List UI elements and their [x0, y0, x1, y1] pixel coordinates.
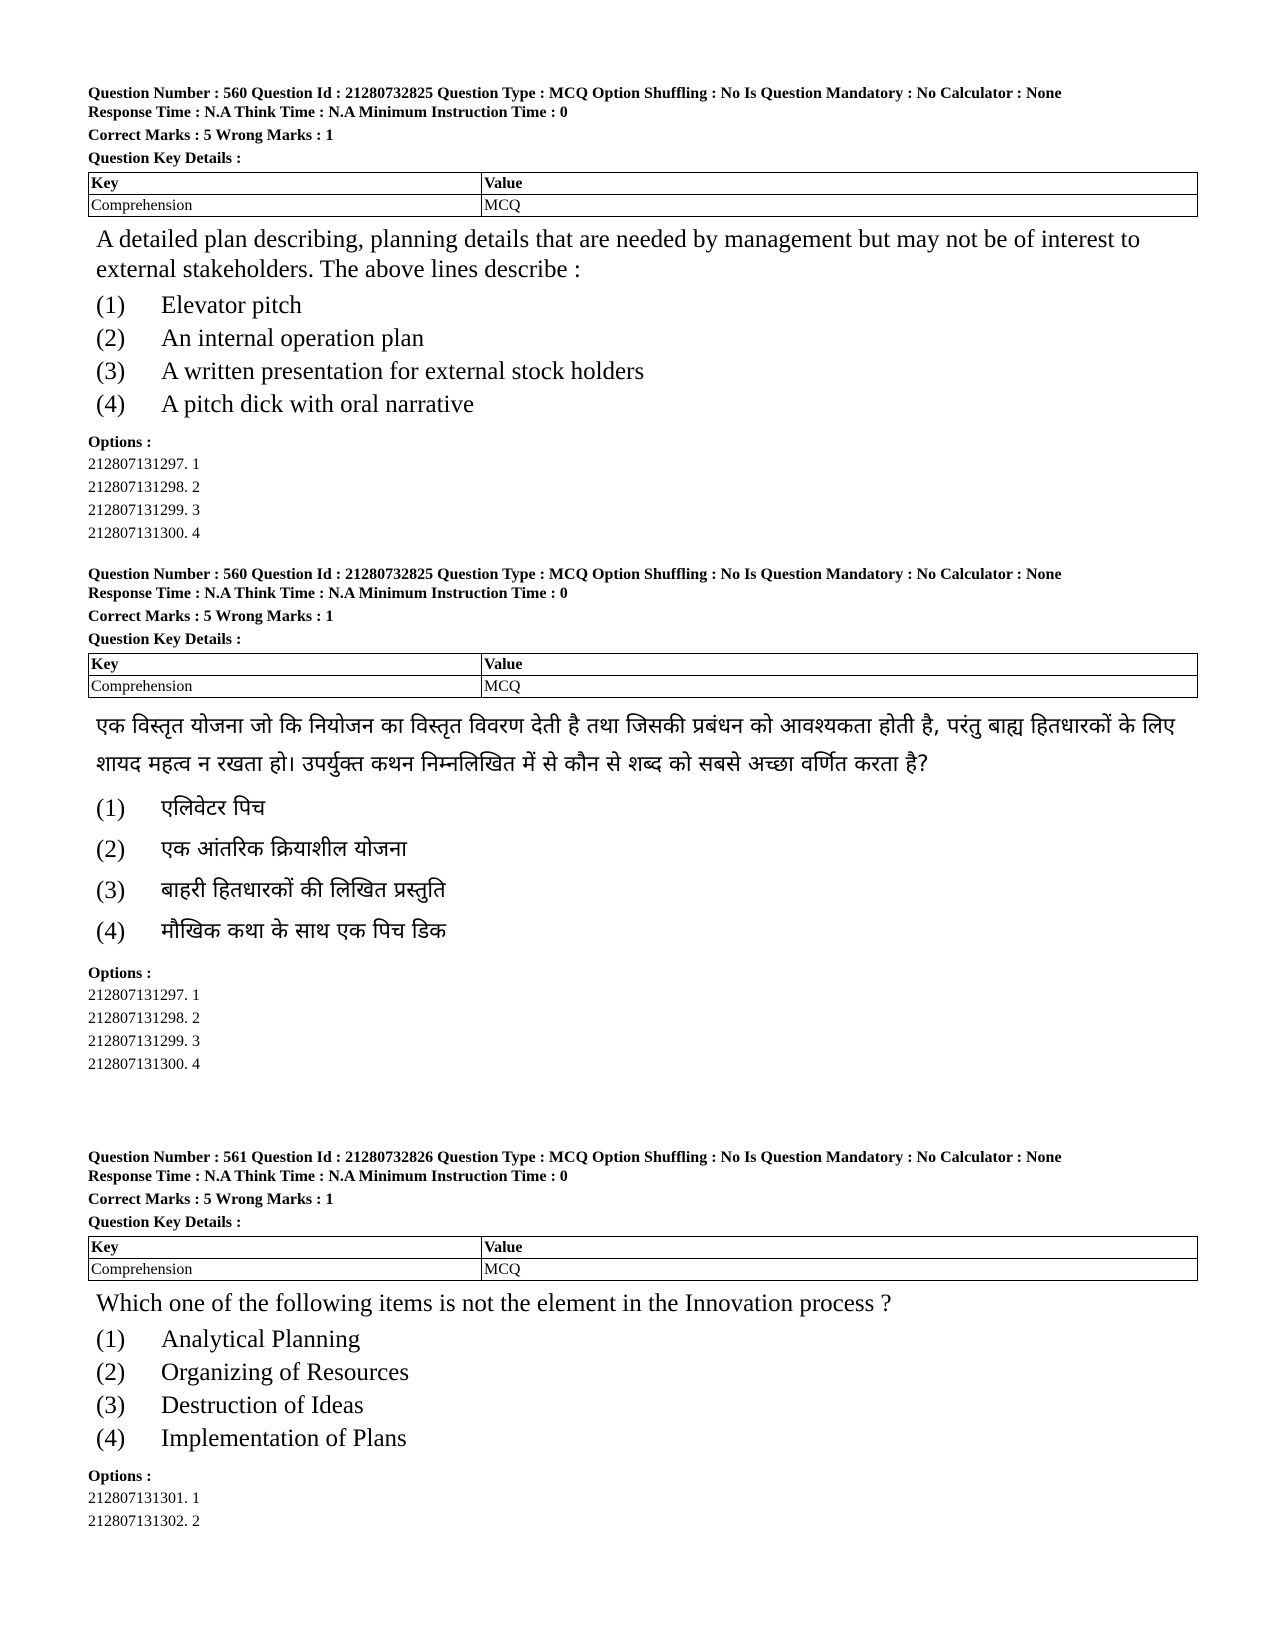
question-stem: Which one of the following items is not the element in the Innovation process ? — [96, 1290, 892, 1317]
choice-number: (2) — [96, 1359, 126, 1386]
key-table-cell-key: Comprehension — [89, 1259, 482, 1281]
choice-item — [96, 1356, 1198, 1389]
question-key-details-label: Question Key Details : — [88, 150, 242, 167]
option-id: 212807131298. 2 — [88, 479, 200, 496]
choice-item — [96, 355, 1198, 388]
key-table-cell-value: MCQ — [482, 195, 1198, 217]
option-id: 212807131297. 1 — [88, 987, 200, 1004]
question-marks: Correct Marks : 5 Wrong Marks : 1 — [88, 608, 334, 625]
choice-text: Analytical Planning — [161, 1326, 361, 1353]
key-table-row — [89, 676, 1198, 698]
question-meta-line: Question Number : 560 Question Id : 21280732825 Question Type : MCQ Option Shuffling : No Is Question Mandatory : No Calculator : None — [88, 85, 1062, 102]
key-table-header-row — [89, 173, 1198, 195]
key-table-header-value: Value — [482, 654, 1198, 676]
key-table-header-key: Key — [89, 654, 482, 676]
choice-item — [96, 289, 1198, 322]
option-id: 212807131301. 1 — [88, 1490, 200, 1507]
choice-text: एक आंतरिक क्रियाशील योजना — [161, 837, 407, 862]
question-key-details-label: Question Key Details : — [88, 631, 242, 648]
question-timing-line: Response Time : N.A Think Time : N.A Minimum Instruction Time : 0 — [88, 104, 568, 121]
key-table-header-value: Value — [482, 1237, 1198, 1259]
choice-number: (4) — [96, 391, 126, 418]
question-key-table — [88, 1236, 1198, 1281]
option-id: 212807131300. 4 — [88, 525, 200, 542]
choice-text: मौखिक कथा के साथ एक पिच डिक — [161, 919, 447, 944]
choice-number: (1) — [96, 292, 126, 319]
question-stem: A detailed plan describing, planning details that are needed by management but may not be of interest to external stakeholders. The above lines describe : — [96, 226, 1141, 283]
choice-item — [96, 1323, 1198, 1356]
option-id: 212807131297. 1 — [88, 456, 200, 473]
key-table-header-key: Key — [89, 173, 482, 195]
key-table-cell-key: Comprehension — [89, 676, 482, 698]
key-table-header-row — [89, 1237, 1198, 1259]
choice-number: (3) — [96, 358, 126, 385]
key-table-header-row — [89, 654, 1198, 676]
key-table-header-key: Key — [89, 1237, 482, 1259]
question-block — [88, 1148, 1198, 1533]
question-block — [88, 84, 1198, 545]
options-label: Options : — [88, 1468, 152, 1485]
choice-number: (2) — [96, 325, 126, 352]
key-table-cell-key: Comprehension — [89, 195, 482, 217]
question-key-table — [88, 653, 1198, 698]
key-table-cell-value: MCQ — [482, 676, 1198, 698]
choice-text: बाहरी हितधारकों की लिखित प्रस्तुति — [161, 878, 446, 903]
question-block — [88, 565, 1198, 1076]
question-key-details-label: Question Key Details : — [88, 1214, 242, 1231]
choice-number: (4) — [96, 918, 126, 945]
choice-text: Elevator pitch — [161, 292, 302, 319]
key-table-row — [89, 195, 1198, 217]
choice-text: An internal operation plan — [161, 325, 425, 352]
choice-text: एलिवेटर पिच — [161, 796, 266, 821]
choice-number: (2) — [96, 836, 126, 863]
question-timing-line: Response Time : N.A Think Time : N.A Minimum Instruction Time : 0 — [88, 585, 568, 602]
choice-item — [96, 388, 1198, 421]
question-meta-line: Question Number : 561 Question Id : 21280732826 Question Type : MCQ Option Shuffling : No Is Question Mandatory : No Calculator : None — [88, 1149, 1062, 1166]
options-label: Options : — [88, 965, 152, 982]
key-table-row — [89, 1259, 1198, 1281]
choice-list — [96, 1323, 1198, 1455]
choice-item — [96, 1389, 1198, 1422]
option-id: 212807131299. 3 — [88, 1033, 200, 1050]
choice-text: Implementation of Plans — [161, 1425, 407, 1452]
choice-text: A written presentation for external stock holders — [161, 358, 645, 385]
choice-number: (1) — [96, 1326, 126, 1353]
question-timing-line: Response Time : N.A Think Time : N.A Minimum Instruction Time : 0 — [88, 1168, 568, 1185]
choice-list — [96, 788, 1198, 952]
choice-item — [96, 911, 1198, 952]
choice-text: Destruction of Ideas — [161, 1392, 364, 1419]
choice-item — [96, 870, 1198, 911]
choice-list — [96, 289, 1198, 421]
key-table-header-value: Value — [482, 173, 1198, 195]
key-table-cell-value: MCQ — [482, 1259, 1198, 1281]
choice-item — [96, 1422, 1198, 1455]
option-id: 212807131302. 2 — [88, 1513, 200, 1530]
choice-text: A pitch dick with oral narrative — [161, 391, 475, 418]
choice-number: (1) — [96, 795, 126, 822]
question-marks: Correct Marks : 5 Wrong Marks : 1 — [88, 1191, 334, 1208]
choice-item — [96, 829, 1198, 870]
choice-text: Organizing of Resources — [161, 1359, 410, 1386]
option-id: 212807131299. 3 — [88, 502, 200, 519]
choice-item — [96, 322, 1198, 355]
option-id: 212807131298. 2 — [88, 1010, 200, 1027]
options-label: Options : — [88, 434, 152, 451]
choice-number: (4) — [96, 1425, 126, 1452]
choice-number: (3) — [96, 1392, 126, 1419]
choice-number: (3) — [96, 877, 126, 904]
question-key-table — [88, 172, 1198, 217]
question-stem: एक विस्तृत योजना जो कि नियोजन का विस्तृत विवरण देती है तथा जिसकी प्रबंधन को आवश्यकता होती है, परंतु बाह्य हितधारकों के लिए शायद महत्व न रखता हो। उपर्युक्त कथन निम्नलिखित में से कौन से शब्द को सबसे अच्छा वर्णित करता है? — [96, 714, 1175, 777]
choice-item — [96, 788, 1198, 829]
question-marks: Correct Marks : 5 Wrong Marks : 1 — [88, 127, 334, 144]
question-meta-line: Question Number : 560 Question Id : 21280732825 Question Type : MCQ Option Shuffling : No Is Question Mandatory : No Calculator : None — [88, 566, 1062, 583]
option-id: 212807131300. 4 — [88, 1056, 200, 1073]
